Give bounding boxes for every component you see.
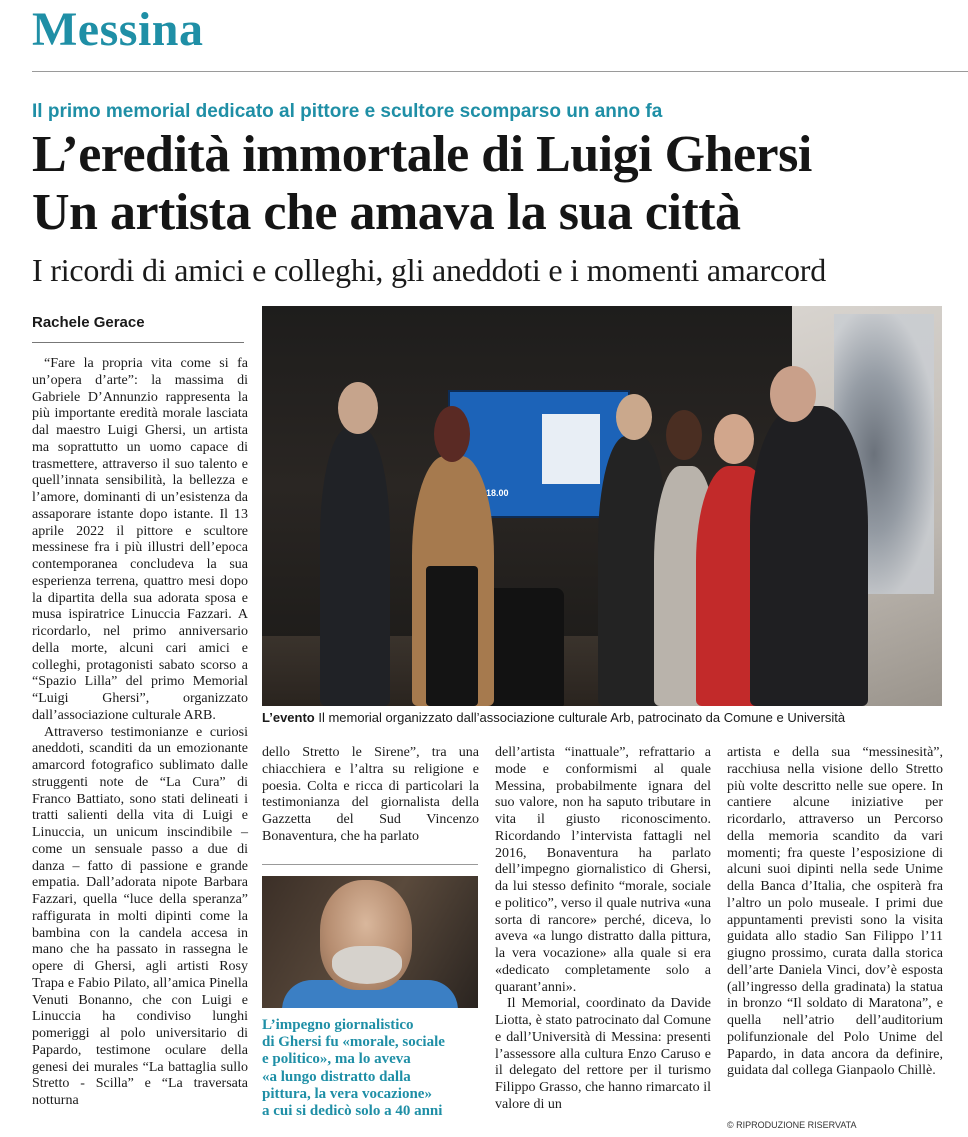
paragraph: dello Stretto le Sirene”, tra una chiacchiera e l’altra su religione e poesia. Colta e ricca di particolari la testimonianza del giornalista della Gazzetta del Sud Vincenzo Bonaventura, che ha parlato — [262, 745, 479, 844]
photo-caption — [262, 710, 952, 725]
event-photo — [262, 306, 942, 706]
pull-quote-line: di Ghersi fu «morale, sociale — [262, 1034, 445, 1051]
paragraph: Attraverso testimonianze e curiosi aneddoti, scanditi da un emozionante amarcord fotografico sublimato dalle struggenti note de “La Cura” di Franco Battiato, sono stati delineati i tratti salienti della vita di Luigi e Linuccia, un unicum inscindibile – come un sensuale passo a due di danza – fatto di passione e grande empatia. Dall’adorata nipote Barbara Fazzari, quella “luce della speranza” raffigurata in molti dipinti come la bambina con la candela accesa in mano che ha passato in rassegna le opere di Ghersi, agli artisti Rosy Trapa e Fabio Pilato, all’amica Pinella Venuti Bonanno, che con Luigi e Linuccia ha condiviso lunghi pomeriggi al polo universitario di Papardo, testimone oculare della genesi dei murales “La battaglia sullo Stretto - Scilla” e “La traversata notturna — [32, 724, 248, 1108]
pull-quote-line: L’impegno giornalistico — [262, 1017, 414, 1033]
headline-line-2: Un artista che amava la sua città — [32, 184, 741, 241]
section-title: Messina — [32, 3, 204, 56]
portrait-beard — [332, 946, 402, 984]
paragraph: Il Memorial, coordinato da Davide Liotta, è stato patrocinato dal Comune e dall’Università di Messina: presenti l’assessore alla cultura Enzo Caruso e il delegato del rettore per il turismo Filippo Grasso, che hanno rimarcato il valore di un — [495, 996, 711, 1112]
photo-caption-label: L’evento — [262, 710, 315, 725]
pull-quote-line: e politico», ma lo aveva — [262, 1051, 411, 1068]
person-head — [434, 406, 470, 462]
photo-screen-card — [542, 414, 600, 484]
headline — [32, 126, 952, 242]
pull-quote — [262, 1017, 478, 1120]
paragraph: dell’artista “inattuale”, refrattario a mode e conformismi al quale Messina, probabilmente ignara del suo valore, non ha saputo tributare in vita il giusto riconoscimento. Ricordando l’intervista fattagli nel 2016, Bonaventura ha parlato dell’impegno giornalistico di Ghersi, da lui stesso definito “morale, sociale e politico”, verso il quale nutriva «una sorta di rancore» perché, diceva, lo aveva «a lungo distratto dalla pittura, la vera vocazione» alla quale si era «dedicato completamente solo a quarant’anni». — [495, 745, 711, 995]
photo-screen-time: 18.00 — [486, 488, 509, 498]
paragraph: “Fare la propria vita come si fa un’opera d’arte”: la massima di Gabriele D’Annunzio rappresenta la più importante eredità morale lasciata dal maestro Luigi Ghersi, un artista ma soprattutto un uomo capace di trasmettere, attraverso il suo talento e quell’innata sensibilità, la bellezza e l’amore, dominanti di un’esistenza da assaporare istante dopo istante. Il 13 aprile 2022 il pittore e scultore messinese fra i più illustri dell’epoca contemporanea concludeva la sua esperienza terrena, quattro mesi dopo la dipartita della sua adorata sposa e musa ispiratrice Linuccia Fazzari. A ricordarlo, nel primo anniversario della morte, alcuni cari amici e colleghi, protagonisti sabato scorso a “Spazio Lilla” del primo Memorial “Luigi Ghersi”, organizzato dall’associazione culturale ARB. — [32, 356, 248, 723]
copyright-notice: © RIPRODUZIONE RISERVATA — [727, 1120, 857, 1130]
kicker: Il primo memorial dedicato al pittore e scultore scomparso un anno fa — [32, 101, 663, 122]
byline-divider — [32, 342, 244, 343]
person-figure — [750, 406, 868, 706]
section-divider — [32, 71, 968, 72]
person-head — [616, 394, 652, 440]
article-column-2 — [262, 745, 479, 857]
pull-quote-line: «a lungo distratto dalla — [262, 1068, 411, 1085]
paragraph: artista e della sua “messinesità”, racchiusa nella visione dello Stretto più volte descritto nelle sue opere. In cantiere alcune iniziative per ricordarlo, attraverso un Percorso della memoria scandito da vari momenti; fra queste l’esposizione di alcuni suoi dipinti nella sede Unime della Banca d’Italia, che ospiterà fra l’altro un polo museale. I primi due appuntamenti previsti sono la visita guidata allo stadio San Filippo l’11 giugno prossimo, curata dalla storica dell’arte Daniela Vinci, dov’è esposta (all’ingresso della gradinata) la statua in bronzo “Il soldato di Maratona”, e quella nell’atrio dell’auditorium polifunzionale del Polo Unime del Papardo, in data ancora da definire, guidata dal collega Gianpaolo Chillè. — [727, 745, 943, 1079]
subheadline: I ricordi di amici e colleghi, gli aneddoti e i momenti amarcord — [32, 252, 827, 288]
person-head — [770, 366, 816, 422]
byline: Rachele Gerace — [32, 314, 145, 331]
photo-caption-text: Il memorial organizzato dall’associazione culturale Arb, patrocinato da Comune e Università — [314, 710, 846, 725]
person-head — [714, 414, 754, 464]
article-column-1 — [32, 356, 248, 1134]
headline-line-1: L’eredità immortale di Luigi Ghersi — [32, 126, 812, 183]
person-head — [338, 382, 378, 434]
pull-quote-line: pittura, la vera vocazione» — [262, 1085, 432, 1102]
article-column-3 — [495, 745, 711, 1137]
person-figure — [320, 428, 390, 706]
portrait-divider — [262, 864, 478, 865]
article-column-4 — [727, 745, 943, 1117]
pull-quote-line: a cui si dedicò solo a 40 anni — [262, 1103, 443, 1120]
person-head — [666, 410, 702, 460]
person-figure — [426, 566, 478, 706]
portrait-photo — [262, 876, 478, 1008]
